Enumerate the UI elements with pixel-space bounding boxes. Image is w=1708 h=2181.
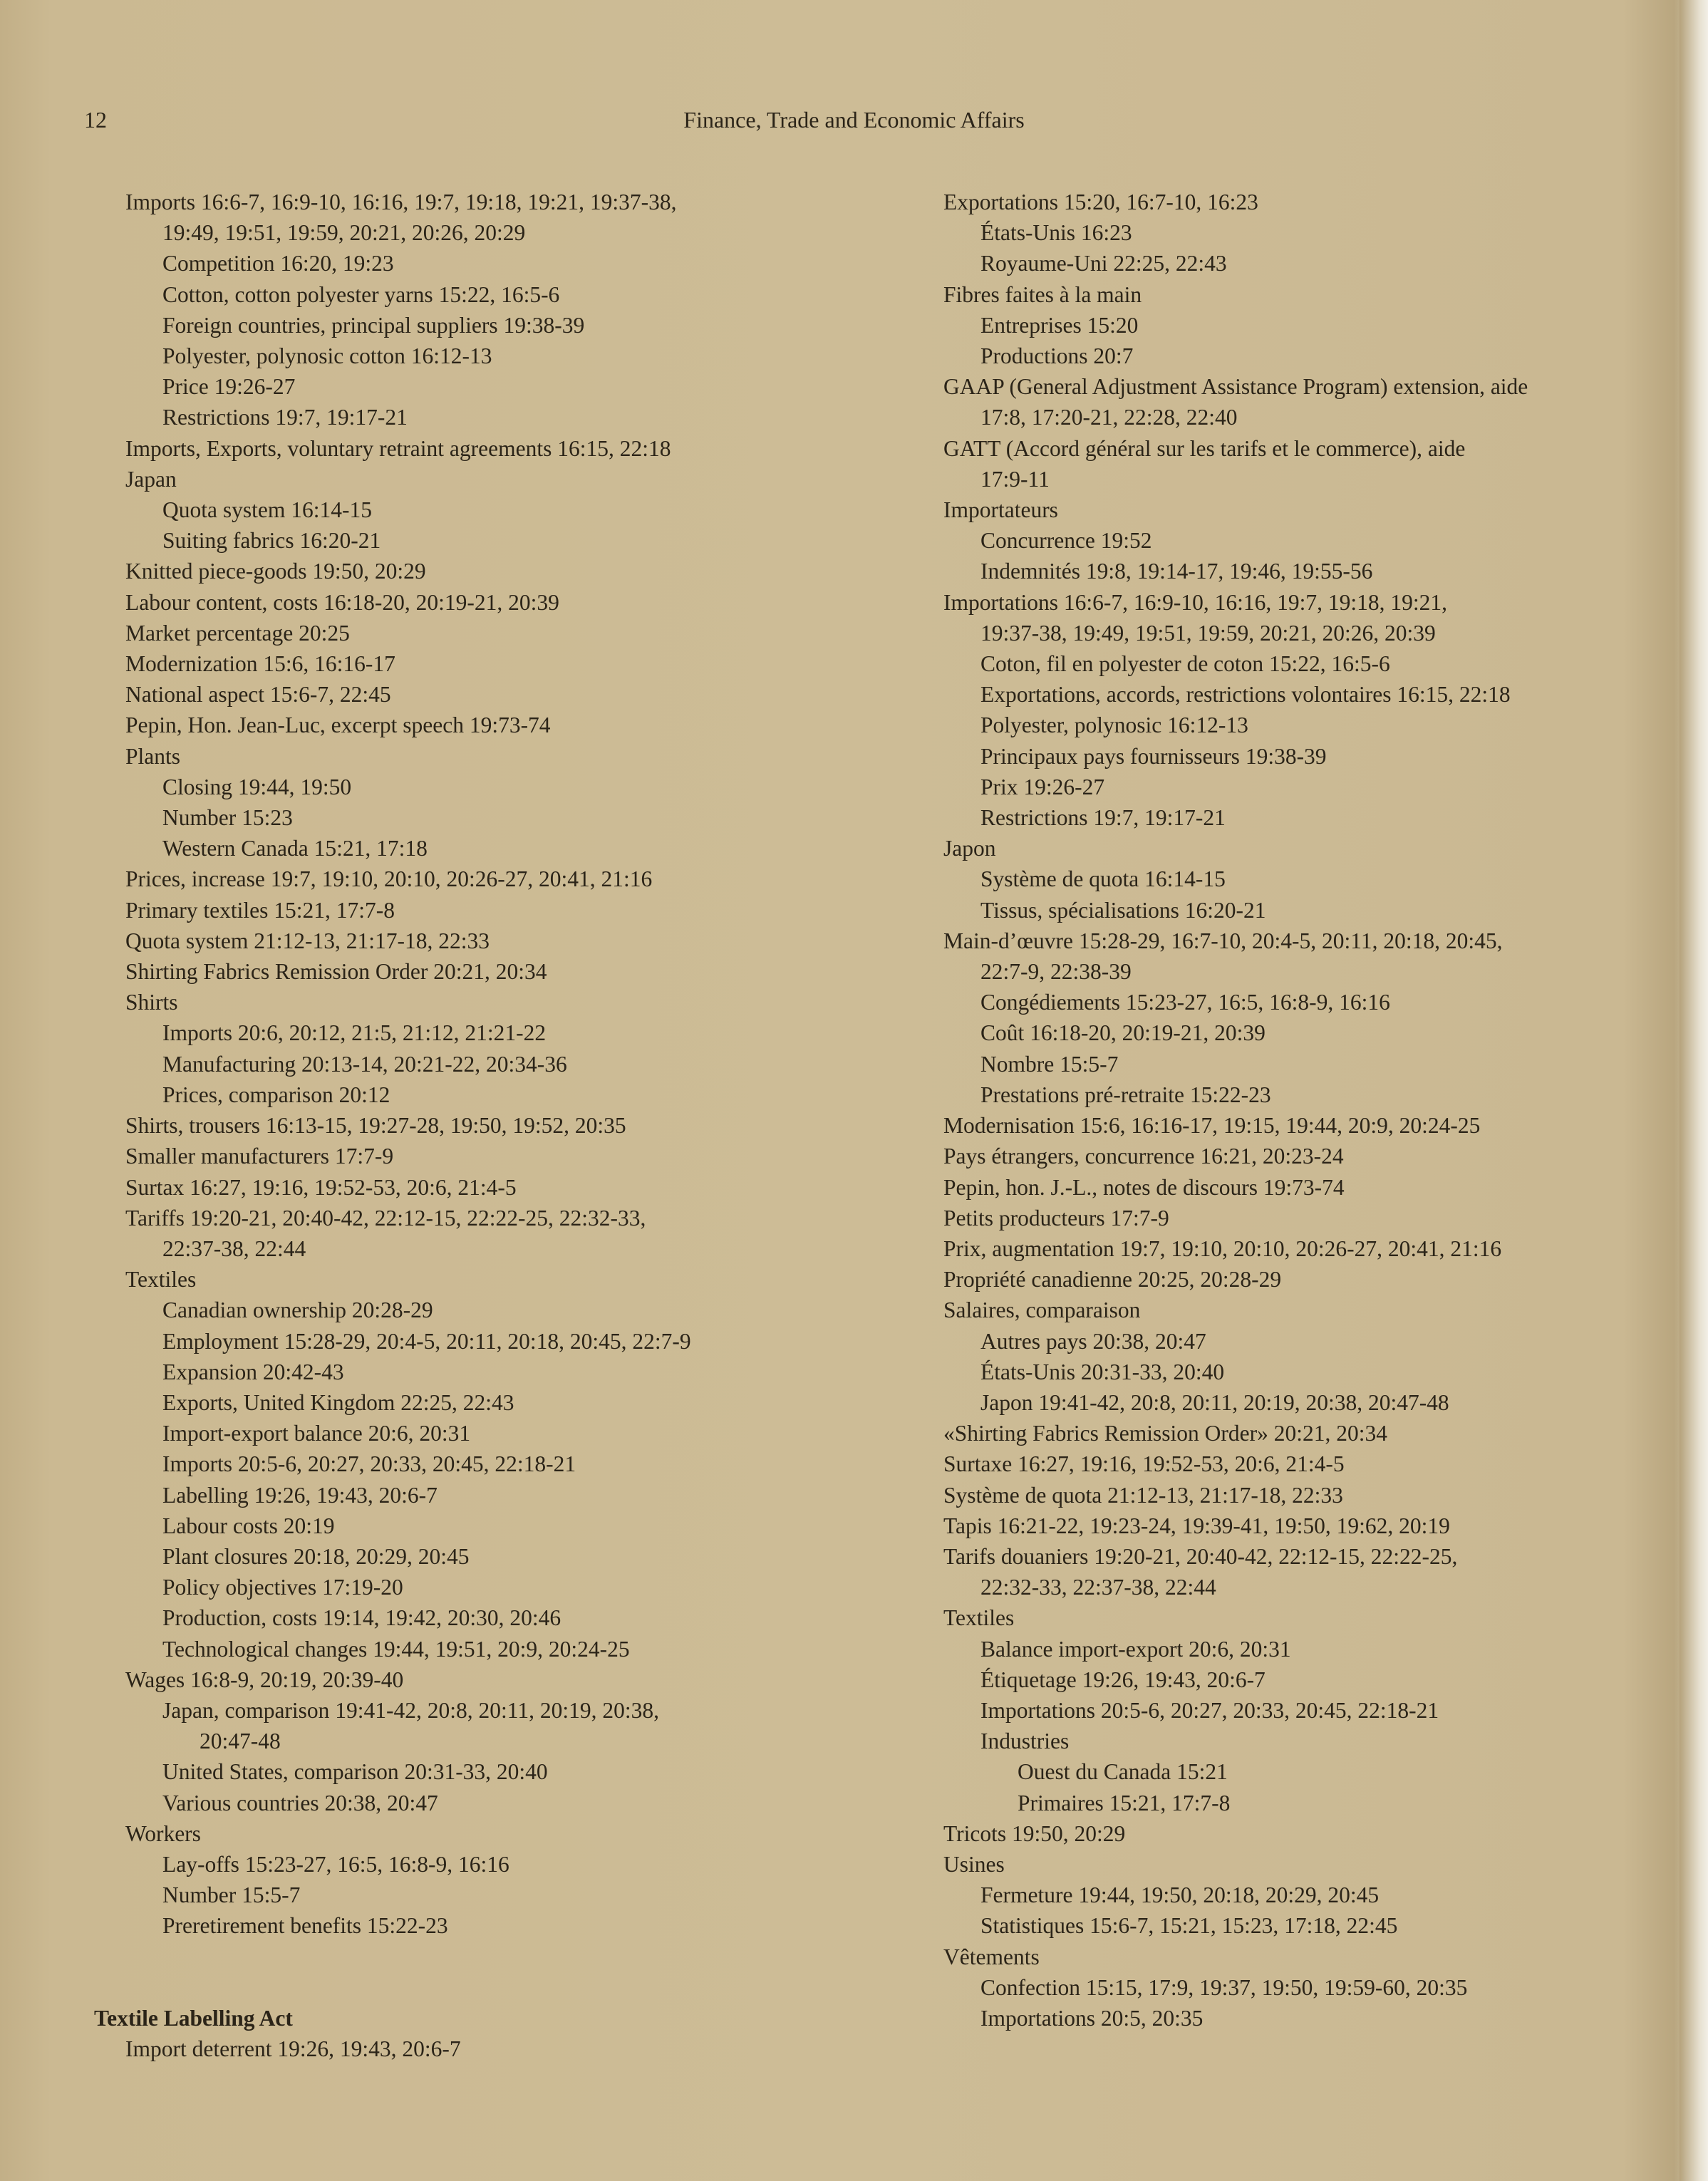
index-subentry: États-Unis 16:23 (980, 220, 1132, 246)
index-entry: Japan (125, 466, 177, 492)
index-entry: Pepin, Hon. Jean-Luc, excerpt speech 19:73-74 (125, 713, 551, 738)
blank-line (94, 1972, 878, 2003)
blank-line (94, 1942, 878, 1972)
index-subentry: Closing 19:44, 19:50 (162, 774, 352, 799)
index-subentry: Principaux pays fournisseurs 19:38-39 (980, 743, 1327, 769)
index-entry: Importateurs (943, 497, 1058, 523)
index-entry: Tapis 16:21-22, 19:23-24, 19:39-41, 19:50, 19:62, 20:19 (943, 1513, 1450, 1538)
index-subentry: Japon 19:41-42, 20:8, 20:11, 20:19, 20:38, 20:47-48 (980, 1389, 1449, 1415)
index-subentry: Foreign countries, principal suppliers 19:38-39 (162, 312, 585, 338)
index-subentry: États-Unis 20:31-33, 20:40 (980, 1359, 1225, 1384)
index-entry: Textiles (943, 1605, 1015, 1631)
index-subentry: Coût 16:18-20, 20:19-21, 20:39 (980, 1020, 1266, 1046)
index-subentry: Polyester, polynosic 16:12-13 (980, 713, 1248, 738)
index-entry: Pepin, hon. J.-L., notes de discours 19:73-74 (943, 1174, 1345, 1200)
index-subentry: 19:49, 19:51, 19:59, 20:21, 20:26, 20:29 (162, 220, 526, 246)
index-entry: Importations 16:6-7, 16:9-10, 16:16, 19:7, 19:18, 19:21, (943, 589, 1447, 615)
index-entry: Prix, augmentation 19:7, 19:10, 20:10, 20:26-27, 20:41, 21:16 (943, 1235, 1502, 1261)
index-subentry: Indemnités 19:8, 19:14-17, 19:46, 19:55-56 (980, 559, 1373, 584)
index-subentry: Étiquetage 19:26, 19:43, 20:6-7 (980, 1667, 1266, 1692)
index-entry: Surtaxe 16:27, 19:16, 19:52-53, 20:6, 21:4-5 (943, 1451, 1345, 1477)
index-entry: Exportations 15:20, 16:7-10, 16:23 (943, 190, 1258, 214)
index-column-left (94, 187, 878, 2064)
index-subentry: Quota system 16:14-15 (162, 497, 372, 523)
index-entry: Fibres faites à la main (943, 281, 1142, 307)
index-subentry: Importations 20:5-6, 20:27, 20:33, 20:45, 22:18-21 (980, 1697, 1439, 1723)
index-entry: Plants (125, 743, 181, 769)
index-entry: Imports 16:6-7, 16:9-10, 16:16, 19:7, 19:18, 19:21, 19:37-38, (125, 190, 677, 214)
index-column-right (912, 187, 1696, 2034)
index-subentry: Employment 15:28-29, 20:4-5, 20:11, 20:18, 20:45, 22:7-9 (162, 1328, 691, 1354)
index-subentry: Nombre 15:5-7 (980, 1051, 1119, 1077)
index-subentry: Suiting fabrics 16:20-21 (162, 528, 381, 554)
index-subentry: 22:7-9, 22:38-39 (980, 959, 1132, 985)
index-subentry: Productions 20:7 (980, 343, 1134, 369)
index-entry: Tariffs 19:20-21, 20:40-42, 22:12-15, 22:22-25, 22:32-33, (125, 1205, 646, 1231)
index-subentry: Polyester, polynosic cotton 16:12-13 (162, 343, 492, 369)
index-entry: Surtax 16:27, 19:16, 19:52-53, 20:6, 21:4-5 (125, 1174, 517, 1200)
index-entry: Smaller manufacturers 17:7-9 (125, 1144, 394, 1169)
index-subentry: Policy objectives 17:19-20 (162, 1575, 403, 1600)
index-subentry: Number 15:5-7 (162, 1882, 301, 1908)
index-subentry: Fermeture 19:44, 19:50, 20:18, 20:29, 20:45 (980, 1882, 1380, 1908)
index-entry: Pays étrangers, concurrence 16:21, 20:23-24 (943, 1144, 1344, 1169)
index-entry: Market percentage 20:25 (125, 620, 350, 646)
index-entry: GAAP (General Adjustment Assistance Program) extension, aide (943, 374, 1528, 400)
index-subentry: Number 15:23 (162, 805, 293, 831)
index-subentry: Competition 16:20, 19:23 (162, 251, 394, 276)
index-entry: Knitted piece-goods 19:50, 20:29 (125, 559, 426, 584)
index-subentry: Coton, fil en polyester de coton 15:22, 16:5-6 (980, 651, 1390, 677)
index-subentry: Lay-offs 15:23-27, 16:5, 16:8-9, 16:16 (162, 1851, 509, 1877)
index-subentry: 19:37-38, 19:49, 19:51, 19:59, 20:21, 20:26, 20:39 (980, 620, 1436, 646)
index-entry: Salaires, comparaison (943, 1297, 1141, 1323)
index-subentry: Prix 19:26-27 (980, 774, 1105, 799)
index-subentry: 17:8, 17:20-21, 22:28, 22:40 (980, 405, 1238, 430)
index-subentry: Imports 20:5-6, 20:27, 20:33, 20:45, 22:18-21 (162, 1451, 576, 1477)
index-entry: Petits producteurs 17:7-9 (943, 1205, 1169, 1231)
index-subentry: 22:37-38, 22:44 (162, 1235, 306, 1261)
index-subentry: Cotton, cotton polyester yarns 15:22, 16:5-6 (162, 281, 560, 307)
index-subentry: Import-export balance 20:6, 20:31 (162, 1421, 471, 1446)
running-head: Finance, Trade and Economic Affairs (683, 107, 1025, 133)
index-subentry: Industries (980, 1729, 1070, 1754)
page-number: 12 (84, 107, 107, 133)
index-subentry: Confection 15:15, 17:9, 19:37, 19:50, 19:59-60, 20:35 (980, 1974, 1468, 2000)
index-subentry: Prestations pré-retraite 15:22-23 (980, 1082, 1271, 1107)
index-subentry: Restrictions 19:7, 19:17-21 (980, 805, 1226, 831)
index-subentry: Labelling 19:26, 19:43, 20:6-7 (162, 1482, 438, 1508)
index-subentry: Ouest du Canada 15:21 (1018, 1759, 1228, 1785)
index-subentry: Primaires 15:21, 17:7-8 (1018, 1790, 1231, 1815)
index-subentry: Restrictions 19:7, 19:17-21 (162, 405, 408, 430)
index-subentry: Japan, comparison 19:41-42, 20:8, 20:11, 20:19, 20:38, (162, 1697, 660, 1723)
index-subentry: Western Canada 15:21, 17:18 (162, 836, 428, 861)
index-subentry: Labour costs 20:19 (162, 1513, 335, 1538)
index-subentry: Price 19:26-27 (162, 374, 296, 400)
index-subentry: Preretirement benefits 15:22-23 (162, 1913, 448, 1939)
index-entry: Import deterrent 19:26, 19:43, 20:6-7 (125, 2036, 461, 2062)
index-subentry: Balance import-export 20:6, 20:31 (980, 1636, 1291, 1662)
index-entry: GATT (Accord général sur les tarifs et le commerce), aide (943, 435, 1466, 461)
index-entry: Modernisation 15:6, 16:16-17, 19:15, 19:44, 20:9, 20:24-25 (943, 1113, 1481, 1139)
index-entry: Propriété canadienne 20:25, 20:28-29 (943, 1267, 1282, 1292)
index-entry: Shirts, trousers 16:13-15, 19:27-28, 19:50, 19:52, 20:35 (125, 1113, 626, 1139)
index-entry: Imports, Exports, voluntary retraint agreements 16:15, 22:18 (125, 435, 671, 461)
index-subentry: Prices, comparison 20:12 (162, 1082, 390, 1107)
index-entry: Shirts (125, 990, 178, 1015)
index-entry: Labour content, costs 16:18-20, 20:19-21, 20:39 (125, 589, 559, 615)
index-subentry: Statistiques 15:6-7, 15:21, 15:23, 17:18, 22:45 (980, 1913, 1398, 1939)
index-entry: Wages 16:8-9, 20:19, 20:39-40 (125, 1667, 404, 1692)
index-subentry: 20:47-48 (200, 1729, 281, 1754)
index-subentry: 17:9-11 (980, 466, 1050, 492)
index-entry: Système de quota 21:12-13, 21:17-18, 22:33 (943, 1482, 1343, 1508)
index-entry: Usines (943, 1851, 1005, 1877)
index-entry: Prices, increase 19:7, 19:10, 20:10, 20:26-27, 20:41, 21:16 (125, 866, 653, 892)
index-subentry: Congédiements 15:23-27, 16:5, 16:8-9, 16:16 (980, 990, 1390, 1015)
index-subentry: Manufacturing 20:13-14, 20:21-22, 20:34-36 (162, 1051, 567, 1077)
index-subentry: Royaume-Uni 22:25, 22:43 (980, 251, 1227, 276)
index-subentry: 22:32-33, 22:37-38, 22:44 (980, 1575, 1216, 1600)
index-subentry: Plant closures 20:18, 20:29, 20:45 (162, 1543, 470, 1569)
index-entry: Vêtements (943, 1944, 1040, 1969)
index-subentry: Production, costs 19:14, 19:42, 20:30, 20:46 (162, 1605, 561, 1631)
index-entry: Tricots 19:50, 20:29 (943, 1820, 1126, 1846)
index-subentry: Exportations, accords, restrictions volontaires 16:15, 22:18 (980, 682, 1511, 708)
index-entry: Tarifs douaniers 19:20-21, 20:40-42, 22:12-15, 22:22-25, (943, 1543, 1458, 1569)
index-subentry: Tissus, spécialisations 16:20-21 (980, 897, 1266, 923)
index-entry: National aspect 15:6-7, 22:45 (125, 682, 391, 708)
index-subentry: Imports 20:6, 20:12, 21:5, 21:12, 21:21-22 (162, 1020, 547, 1046)
index-subentry: Concurrence 19:52 (980, 528, 1152, 554)
index-entry: Workers (125, 1820, 201, 1846)
index-subentry: United States, comparison 20:31-33, 20:40 (162, 1759, 548, 1785)
index-entry: Shirting Fabrics Remission Order 20:21, 20:34 (125, 959, 547, 985)
index-entry: Primary textiles 15:21, 17:7-8 (125, 897, 395, 923)
index-entry: Main-d’œuvre 15:28-29, 16:7-10, 20:4-5, 20:11, 20:18, 20:45, (943, 928, 1503, 953)
index-subentry: Système de quota 16:14-15 (980, 866, 1226, 892)
index-subentry: Technological changes 19:44, 19:51, 20:9, 20:24-25 (162, 1636, 630, 1662)
index-entry: Modernization 15:6, 16:16-17 (125, 651, 395, 677)
index-entry: Japon (943, 836, 996, 861)
index-entry: «Shirting Fabrics Remission Order» 20:21, 20:34 (943, 1421, 1387, 1446)
index-subentry: Exports, United Kingdom 22:25, 22:43 (162, 1389, 514, 1415)
index-subentry: Various countries 20:38, 20:47 (162, 1790, 438, 1815)
index-subentry: Autres pays 20:38, 20:47 (980, 1328, 1206, 1354)
index-subentry: Entreprises 15:20 (980, 312, 1139, 338)
index-heading: Textile Labelling Act (94, 2005, 293, 2031)
index-subentry: Importations 20:5, 20:35 (980, 2005, 1204, 2031)
index-entry: Quota system 21:12-13, 21:17-18, 22:33 (125, 928, 490, 953)
index-subentry: Canadian ownership 20:28-29 (162, 1297, 433, 1323)
index-subentry: Expansion 20:42-43 (162, 1359, 344, 1384)
index-entry: Textiles (125, 1267, 197, 1292)
